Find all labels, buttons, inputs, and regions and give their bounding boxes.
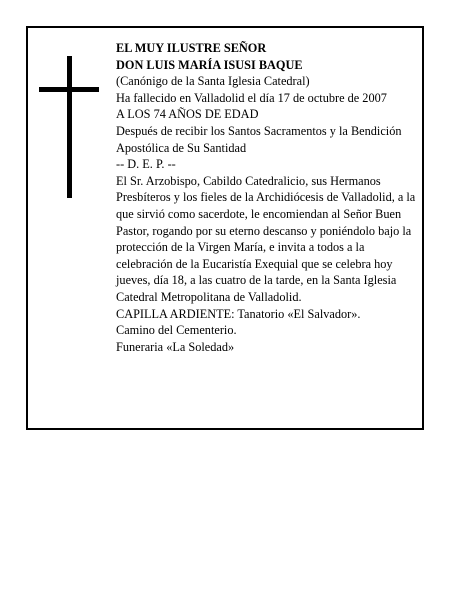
dep-line: -- D. E. P. -- — [116, 157, 176, 172]
capilla-ardiente: CAPILLA ARDIENTE: Tanatorio «El Salvador». — [116, 306, 361, 321]
deceased-name: DON LUIS MARÍA ISUSI BAQUE — [116, 57, 303, 72]
camino-line: Camino del Cementerio. — [116, 323, 237, 338]
cross-icon-bar — [39, 87, 99, 92]
sacraments-line: Después de recibir los Santos Sacramentos y la Bendición Apostólica de Su Santidad — [116, 123, 402, 155]
obituary-notice — [26, 26, 424, 430]
deceased-role: (Canónigo de la Santa Iglesia Catedral) — [116, 74, 310, 89]
deceased-title: EL MUY ILUSTRE SEÑOR — [116, 41, 267, 55]
body-paragraph: El Sr. Arzobispo, Cabildo Catedralicio, sus Hermanos Presbíteros y los fieles de la Archidiócesis de Valladolid, a la que sirvió como sacerdote, le encomiendan al Señor Buen Pastor, rogando por su eterno descanso y poniéndolo bajo la protección de la Virgen María, e invita a todos a la celebración de la Eucaristía Exequial que se celebra hoy jueves, día 18, a las cuatro de la tarde, en la Santa Iglesia Catedral Metropolitana de Valladolid. — [116, 173, 416, 304]
death-line: Ha fallecido en Valladolid el día 17 de octubre de 2007 — [116, 90, 387, 105]
notice-text — [116, 40, 422, 355]
funeraria-line: Funeraria «La Soledad» — [116, 339, 235, 354]
cross-icon — [67, 56, 72, 198]
age-line: A LOS 74 AÑOS DE EDAD — [116, 107, 259, 122]
